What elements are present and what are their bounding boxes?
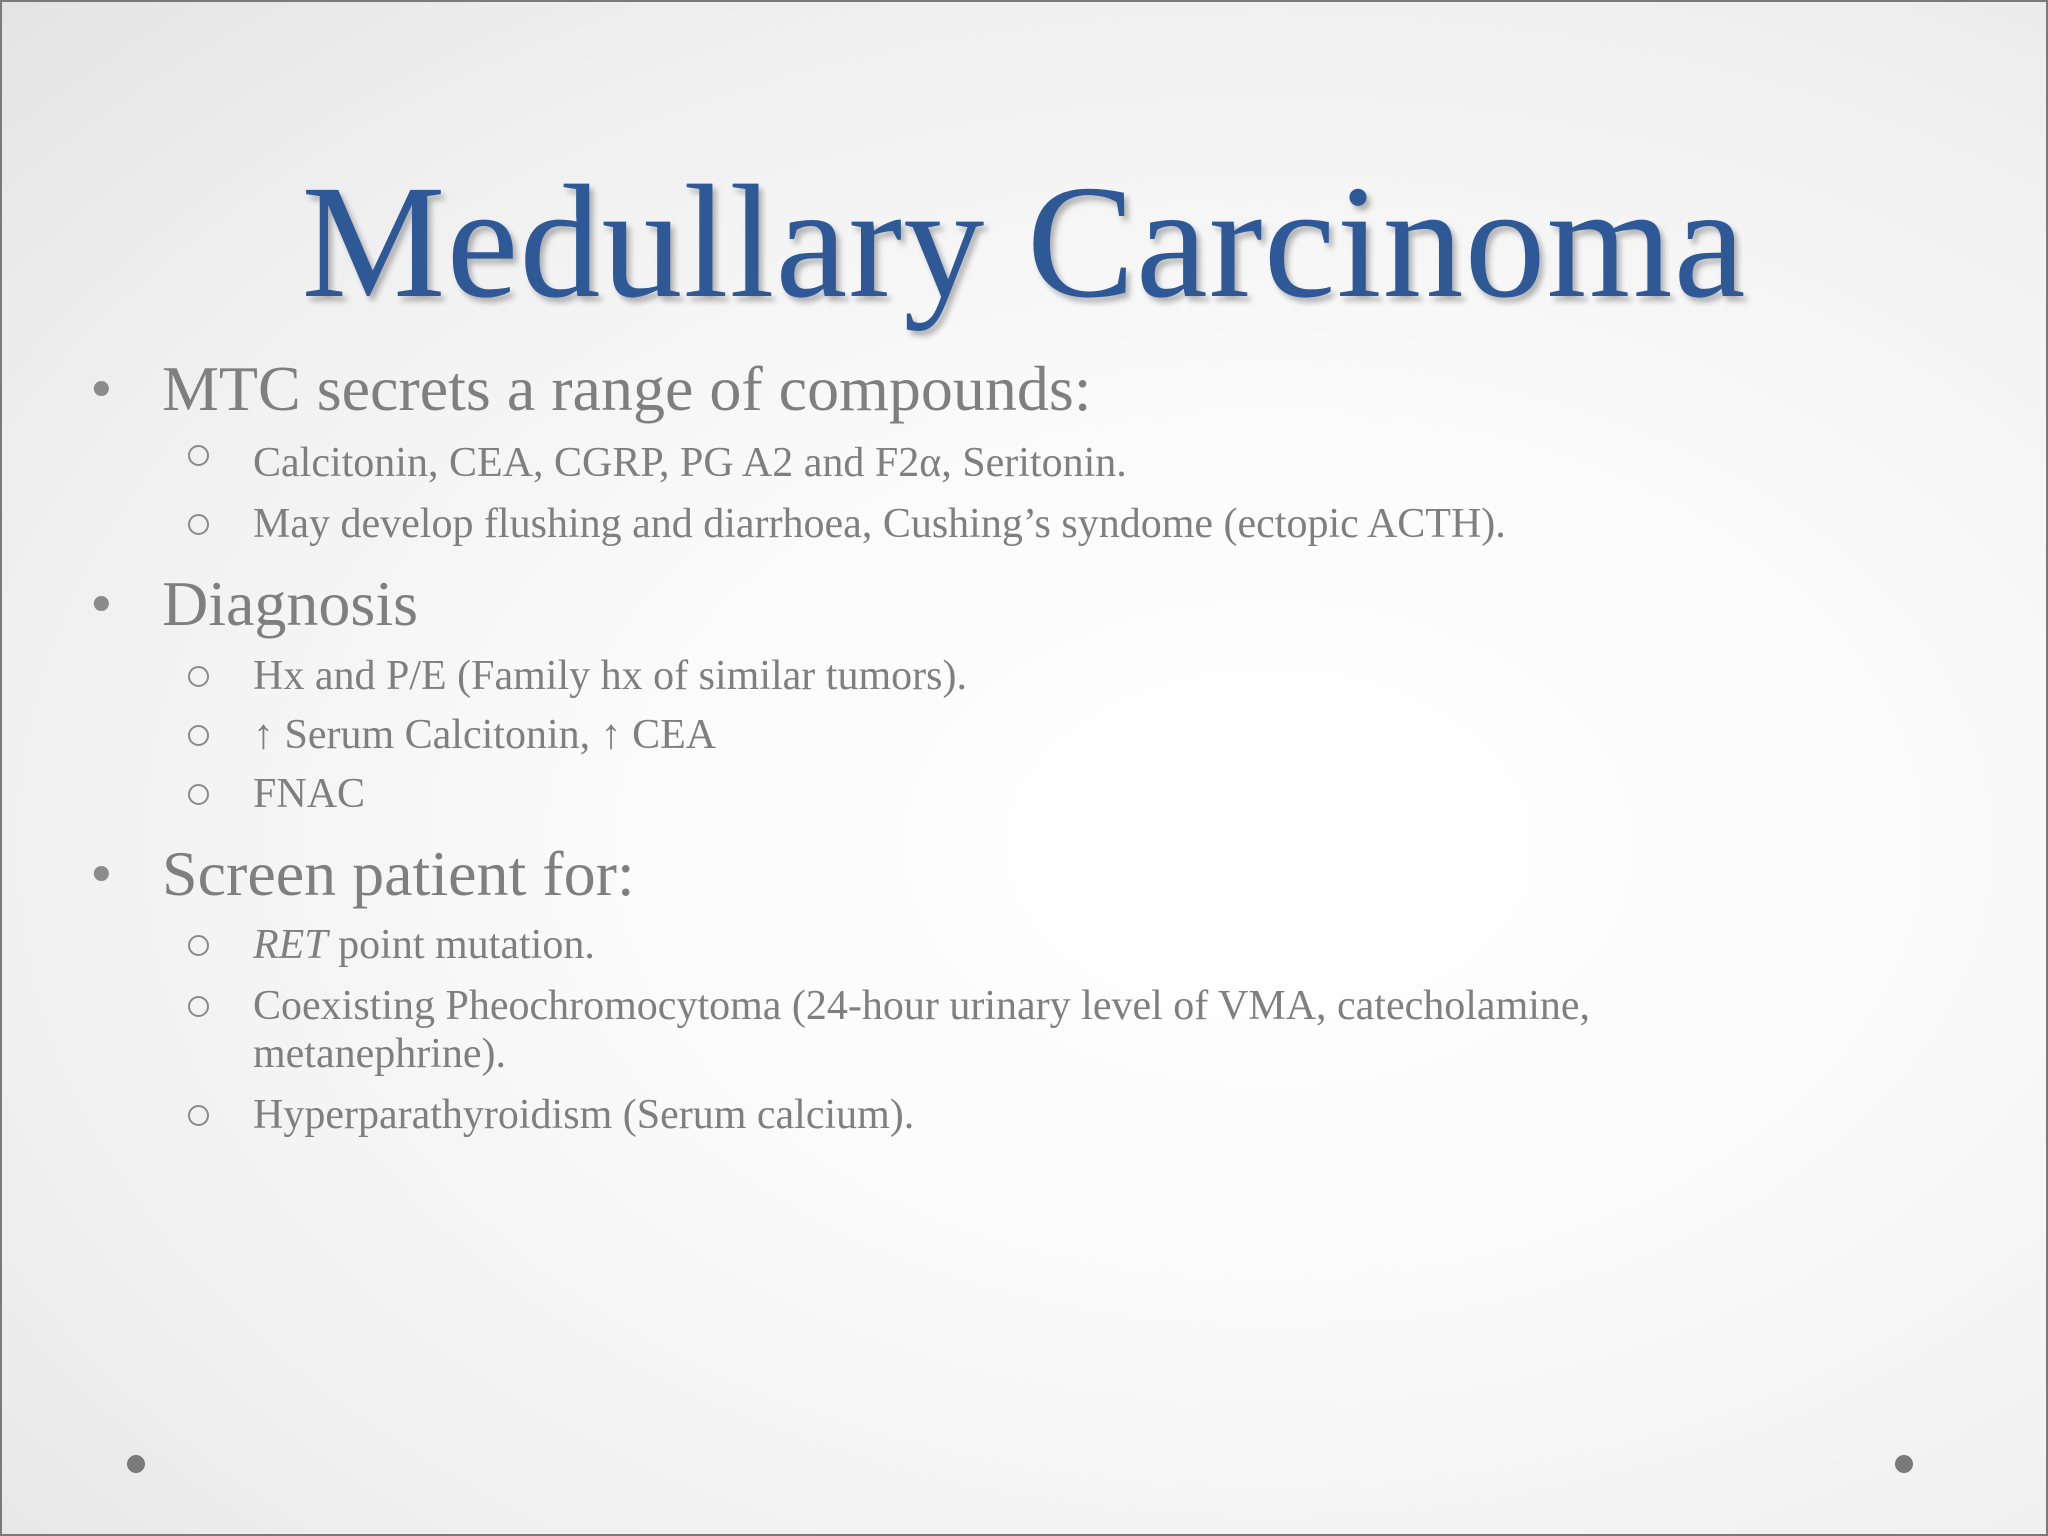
bullet-text: Diagnosis xyxy=(162,568,418,639)
bullet-dot-icon: • xyxy=(86,846,117,906)
sub-bullet-hyperparathyroidism xyxy=(253,1091,914,1139)
sub-bullet-compounds-list xyxy=(253,439,1127,487)
sub-bullet-pheochromocytoma xyxy=(253,982,1590,1078)
sub-bullet-circle-icon xyxy=(188,725,209,746)
bullet-list xyxy=(2,2,2046,1534)
bullet-diagnosis xyxy=(86,568,418,639)
sub-bullet-text-line2: metanephrine). xyxy=(253,1031,507,1077)
sub-bullet-circle-icon xyxy=(188,996,209,1017)
bullet-dot-icon: • xyxy=(86,361,117,421)
sub-bullet-circle-icon xyxy=(188,1105,209,1126)
bullet-text: Screen patient for: xyxy=(162,838,635,909)
slide-title: Medullary Carcinoma xyxy=(301,153,1747,332)
sub-bullet-circle-icon xyxy=(188,784,209,805)
bullet-text: MTC secrets a range of compounds: xyxy=(162,353,1092,424)
sub-bullet-text: Hyperparathyroidism (Serum calcium). xyxy=(253,1092,915,1138)
bullet-screen xyxy=(86,838,635,909)
sub-bullet-symptoms xyxy=(253,500,1506,548)
sub-bullet-text: Hx and P/E (Family hx of similar tumors). xyxy=(253,653,967,699)
sub-bullet-ret-mutation xyxy=(253,921,595,969)
corner-dot-bottom-left xyxy=(127,1455,145,1473)
sub-bullet-text: Calcitonin, CEA, CGRP, PG A2 and F2α, Seritonin. xyxy=(253,440,1127,486)
sub-bullet-serum-markers xyxy=(253,711,716,759)
sub-bullet-circle-icon xyxy=(188,445,209,466)
sub-bullet-text: ↑ Serum Calcitonin, ↑ CEA xyxy=(253,712,717,758)
sub-bullet-circle-icon xyxy=(188,666,209,687)
bullet-compounds xyxy=(86,353,1092,424)
bullet-dot-icon: • xyxy=(86,576,117,636)
sub-bullet-circle-icon xyxy=(188,935,209,956)
sub-bullet-fnac xyxy=(253,770,365,818)
sub-bullet-text: point mutation. xyxy=(327,922,595,968)
corner-dot-bottom-right xyxy=(1895,1455,1913,1473)
sub-bullet-history xyxy=(253,652,967,700)
sub-bullet-text: FNAC xyxy=(253,771,366,817)
sub-bullet-text-line1: Coexisting Pheochromocytoma (24-hour urinary level of VMA, catecholamine, xyxy=(253,983,1591,1029)
sub-bullet-text: May develop flushing and diarrhoea, Cushing’s syndome (ectopic ACTH). xyxy=(253,501,1506,547)
sub-bullet-circle-icon xyxy=(188,514,209,535)
gene-name: RET xyxy=(253,922,328,968)
slide xyxy=(2,2,2046,1534)
